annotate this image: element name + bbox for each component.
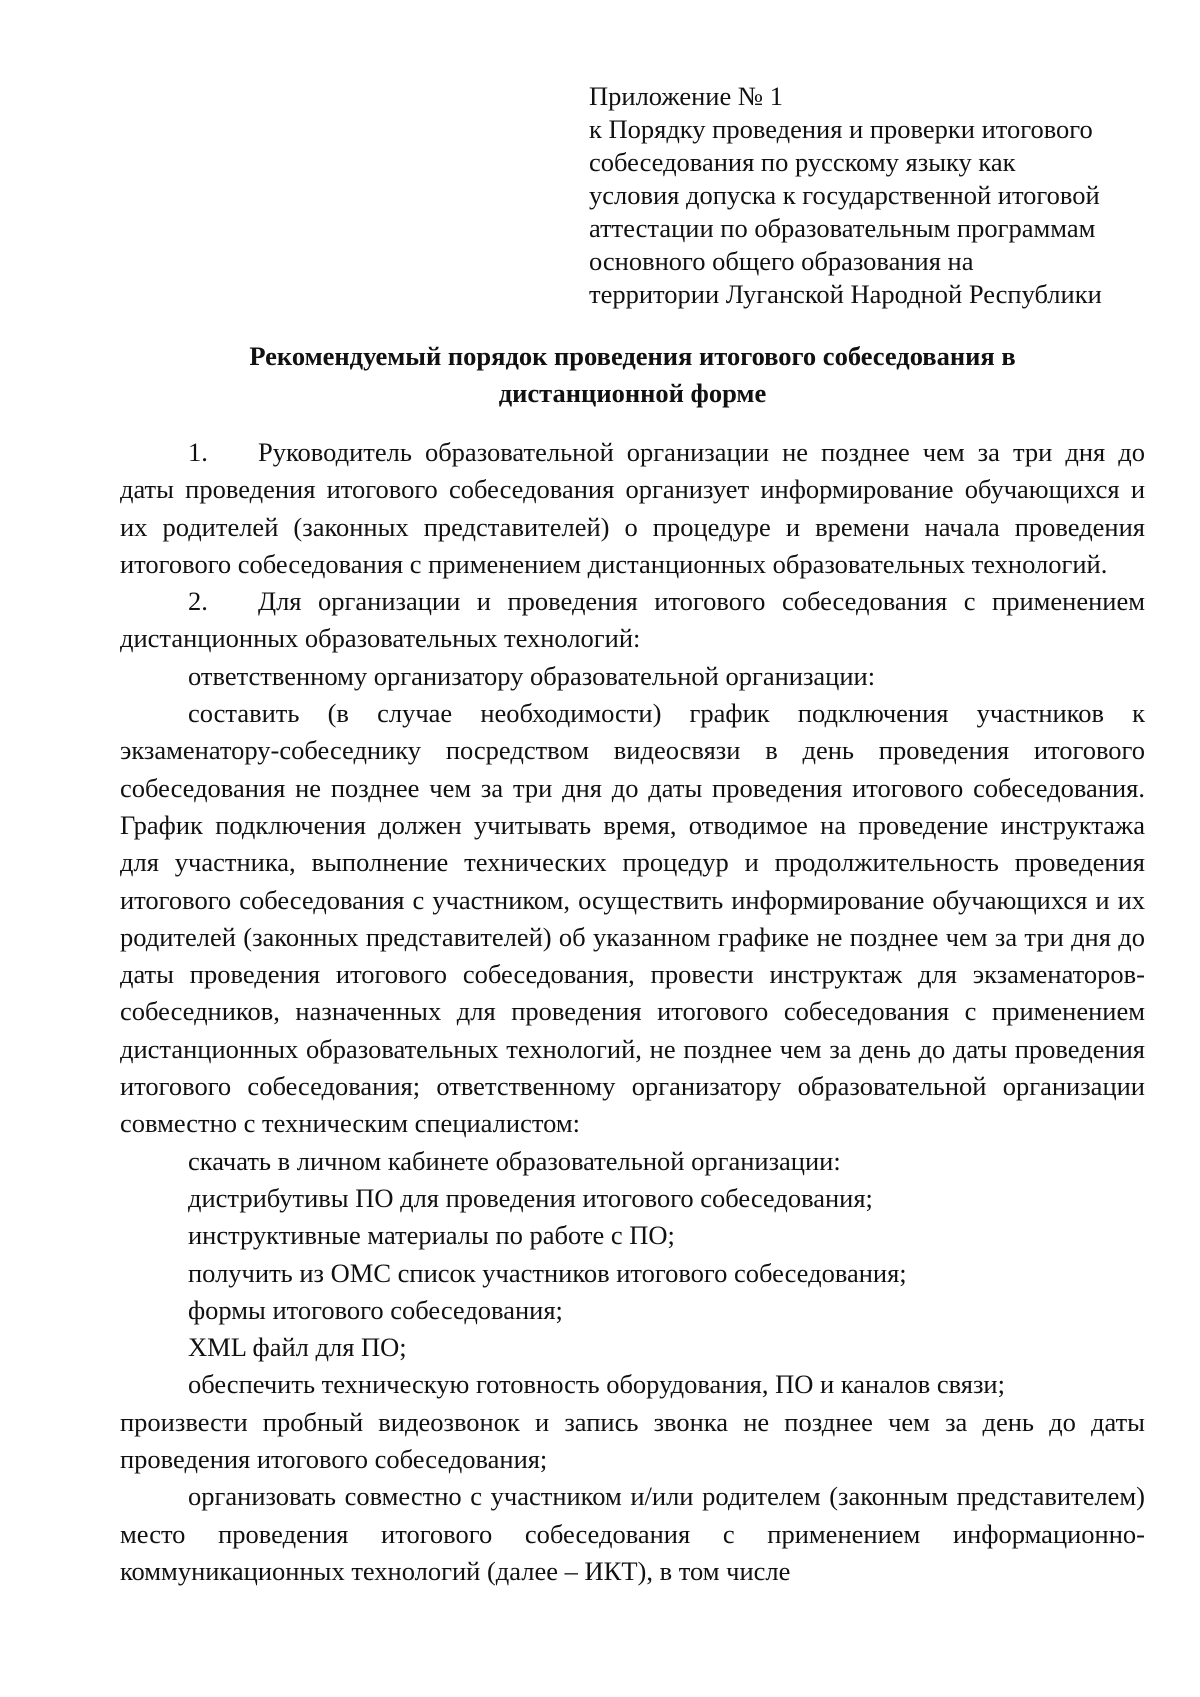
appendix-line: аттестации по образовательным программам	[589, 213, 1096, 243]
paragraph: дистрибутивы ПО для проведения итогового собеседования;	[188, 1182, 873, 1213]
paragraph-number: 1.	[188, 437, 208, 467]
appendix-line: к Порядку проведения и проверки итогового	[589, 114, 1093, 144]
paragraph: получить из ОМС список участников итогового собеседования;	[188, 1257, 907, 1288]
appendix-reference	[589, 80, 1149, 311]
document-body	[120, 434, 1145, 1590]
paragraph-text: Руководитель образовательной организации не позднее чем за три дня до даты проведения итогового собеседования организует информирование обучающихся и их родителей (законных представителей) о процедуре и времени начала проведения итогового собеседования с применением дистанционных образовательных технологий.	[120, 437, 1145, 579]
paragraph: организовать совместно с участником и/или родителем (законным представителем) место проведения итогового собеседования с применением информационно-коммуникационных технологий (далее – ИКТ), в том числе	[120, 1481, 1145, 1586]
appendix-line: условия допуска к государственной итоговой	[589, 180, 1100, 210]
paragraph: формы итогового собеседования;	[188, 1294, 563, 1325]
paragraph: скачать в личном кабинете образовательной организации:	[188, 1145, 841, 1176]
appendix-line: территории Луганской Народной Республики	[589, 279, 1102, 309]
title-line-1: Рекомендуемый порядок проведения итогового собеседования в	[249, 341, 1016, 371]
paragraph: составить (в случае необходимости) график подключения участников к экзаменатору-собеседнику посредством видеосвязи в день проведения итогового собеседования не позднее чем за три дня до даты проведения итогового собеседования. График подключения должен учитывать время, отводимое на проведение инструктажа для участника, выполнение технических процедур и продолжительность проведения итогового собеседования с участником, осуществить информирование обучающихся и их родителей (законных представителей) об указанном графике не позднее чем за три дня до даты проведения итогового собеседования, провести инструктаж для экзаменаторов-собеседников, назначенных для проведения итогового собеседования с применением дистанционных образовательных технологий, не позднее чем за день до даты проведения итогового собеседования; ответственному организатору образовательной организации совместно с техническим специалистом:	[120, 698, 1145, 1139]
paragraph-2	[120, 583, 1145, 658]
paragraph: обеспечить техническую готовность оборудования, ПО и каналов связи;	[188, 1369, 1005, 1400]
paragraph-number: 2.	[188, 586, 208, 617]
paragraph-text: Для организации и проведения итогового собеседования с применением дистанционных образовательных технологий:	[120, 586, 1145, 654]
appendix-line: собеседования по русскому языку как	[589, 147, 1016, 177]
paragraph: произвести пробный видеозвонок и запись звонка не позднее чем за день до даты проведения итогового собеседования;	[120, 1406, 1145, 1475]
appendix-line: основного общего образования на	[589, 246, 974, 276]
paragraph-1	[120, 434, 1145, 583]
title-line-2: дистанционной форме	[498, 378, 767, 408]
paragraph: XML файл для ПО;	[188, 1332, 407, 1363]
document-title	[120, 338, 1145, 412]
paragraph: ответственному организатору образовательной организации:	[188, 660, 876, 691]
paragraph: инструктивные материалы по работе с ПО;	[188, 1220, 675, 1251]
appendix-line: Приложение № 1	[589, 81, 784, 111]
